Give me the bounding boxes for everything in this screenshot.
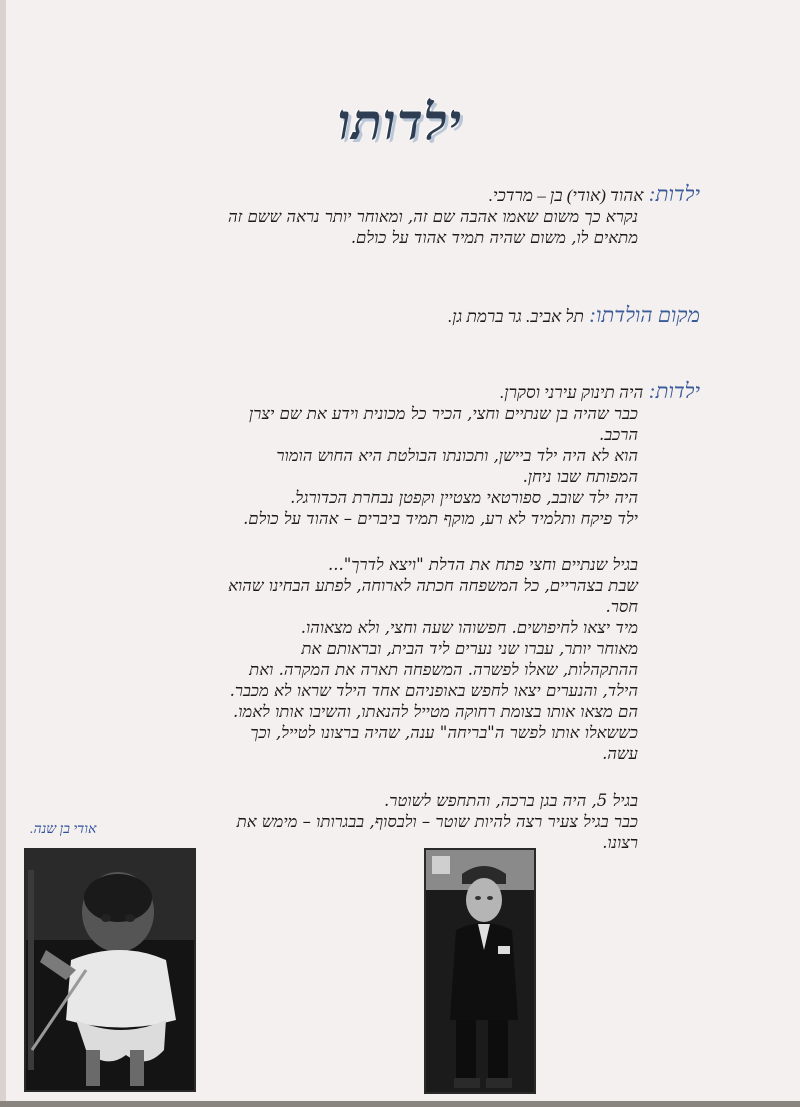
text-line: שבת בצהריים, כל המשפחה חכתה לארוחה, לפתע הבחינו שהוא bbox=[228, 576, 638, 595]
page-bottom-edge bbox=[0, 1101, 800, 1107]
text-line: הם מצאו אותו בצומת רחוקה מטייל להנאתו, והשיבו אותו לאמו. bbox=[232, 702, 638, 721]
text-line: חסר. bbox=[605, 597, 638, 616]
childhood-label: ילדות: bbox=[648, 379, 700, 403]
text-line: ילד פיקח ותלמיד לא רע, מוקף תמיד ביברים – אהוד על כולם. bbox=[243, 509, 638, 528]
text-line: ההתקהלות, שאלו לפשרה. המשפחה תארה את המקרה. ואת bbox=[249, 660, 638, 679]
name-section bbox=[80, 184, 700, 248]
text-line: מאוחר יותר, עברו שני נערים ליד הבית, ובראותם את bbox=[301, 639, 638, 658]
text-line: היה ילד שובב, ספורטאי מצטיין וקפטן נבחרת הכדורגל. bbox=[290, 488, 638, 507]
text-line: כבר שהיה בן שנתיים וחצי, הכיר כל מכונית וידע את שם יצרן bbox=[249, 404, 638, 423]
police-lead: בגיל 5, היה בגן ברכה, והתחפש לשוטר. bbox=[384, 791, 638, 810]
text-line: המפותח שבו ניחן. bbox=[522, 467, 638, 486]
text-line: כששאלו אותו לפשר ה"בריחה" ענה, שהיה ברצונו לטייל, וכך bbox=[250, 723, 638, 742]
name-lead: אהוד (אודי) בן – מרדכי. bbox=[488, 186, 644, 205]
police-costume-photo bbox=[424, 848, 536, 1094]
text-line: כבר בגיל צעיר רצה להיות שוטר – ולבסוף, בבגרותו – מימש את bbox=[236, 812, 638, 831]
story-lead: בגיל שנתיים וחצי פתח את הדלת "ויצא לדרך"... bbox=[327, 555, 638, 574]
text-line: הילד, והנערים יצאו לחפש באופניהם אחד הילד שראו לא מכבר. bbox=[229, 681, 638, 700]
page-title: ילדותו bbox=[337, 92, 463, 151]
story-section bbox=[60, 554, 700, 764]
name-label: ילדות: bbox=[648, 182, 700, 206]
text-line: הוא לא היה ילד ביישן, ותכונתו הבולטת היא החוש הומור bbox=[276, 446, 638, 465]
text-line: נקרא כך משום שאמו אהבה שם זה, ומאוחר יותר נראה ששם זה bbox=[228, 207, 638, 226]
text-line: הרכב. bbox=[598, 425, 638, 444]
text-line: רצונו. bbox=[602, 833, 638, 852]
text-line: עשה. bbox=[602, 744, 638, 763]
page-left-edge bbox=[0, 0, 6, 1107]
baby-photo bbox=[24, 848, 196, 1092]
text-line: מתאים לו, משום שהיה תמיד אהוד על כולם. bbox=[350, 228, 638, 247]
police-section bbox=[60, 790, 700, 853]
photo-caption: אודי בן שנה. bbox=[30, 822, 97, 837]
childhood-lead: היה תינוק עירני וסקרן. bbox=[500, 383, 644, 402]
birthplace-section bbox=[80, 305, 700, 327]
birthplace-label: מקום הולדתו: bbox=[589, 303, 700, 327]
birthplace-text: תל אביב. גר ברמת גן. bbox=[448, 307, 584, 326]
text-line: מיד יצאו לחיפושים. חפשוהו שעה וחצי, ולא מצאוהו. bbox=[300, 618, 638, 637]
childhood-section bbox=[60, 381, 700, 529]
